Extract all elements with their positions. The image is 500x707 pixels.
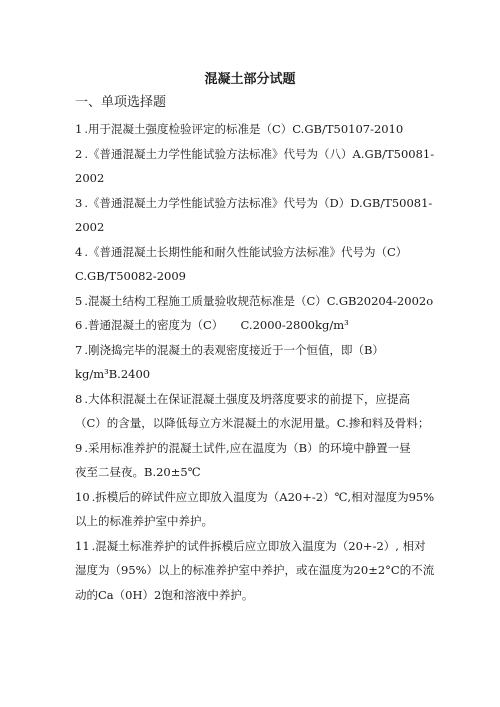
question-text: .用于混凝土强度检验评定的标准是（C）C.GB/T50107-2010	[84, 122, 404, 136]
question-text: .混凝土标准养护的试件拆模后应立即放入温度为（20+-2）, 相对	[91, 538, 426, 553]
question-number: 5	[75, 293, 83, 308]
question-text-continuation: 2002	[75, 220, 105, 234]
question-number: 6	[75, 318, 83, 332]
question-number: 2	[75, 146, 83, 161]
question-item	[75, 387, 440, 436]
question-text: .《普通混凝土力学性能试验方法标准》代号为（八）A.GB/T50081-	[84, 146, 435, 161]
question-number: 11	[75, 538, 90, 553]
page-title: 混凝土部分试题	[204, 72, 296, 87]
question-text-continuation: 湿度为（95%）以上的标准养护室中养护，或在温度为20±2°C的不流	[75, 563, 435, 577]
question-item	[75, 240, 440, 289]
question-text: .普通混凝土的密度为（C） C.2000-2800kg/m³	[84, 318, 349, 332]
question-item	[75, 436, 440, 485]
question-item	[75, 485, 440, 534]
question-text: .采用标准养护的混凝土试件,应在温度为（B）的环境中静置一昼	[84, 440, 411, 455]
question-text-continuation: C.GB/T50082-2009	[75, 269, 186, 283]
question-item	[75, 289, 440, 314]
question-item	[75, 191, 440, 240]
question-text: .大体积混凝土在保证混凝土强度及坍落度要求的前提下，应提高	[84, 391, 410, 406]
section-heading: 一、单项选择题	[75, 95, 167, 110]
question-item	[75, 338, 440, 387]
question-text-continuation: （C）的含量，以降低每立方米混凝土的水泥用量。C.掺和料及骨料；	[75, 416, 430, 430]
question-number: 9	[75, 440, 83, 455]
question-text: .《普通混凝土长期性能和耐久性能试验方法标准》代号为（C）	[84, 244, 408, 259]
question-text: .拆模后的碎试件应立即放入温度为（A20+-2）℃,相对湿度为95%	[91, 489, 435, 504]
question-number: 7	[75, 342, 83, 357]
question-text-continuation: 夜至二昼夜。B.20±5℃	[75, 465, 201, 479]
question-list	[75, 117, 440, 607]
question-text-continuation: kg/m³B.2400	[75, 367, 151, 381]
question-text-continuation: 以上的标准养护室中养护。	[75, 514, 213, 528]
question-text-continuation: 2002	[75, 171, 105, 185]
question-item	[75, 534, 440, 608]
question-number: 3	[75, 195, 83, 210]
question-item	[75, 117, 440, 142]
question-number: 4	[75, 244, 83, 259]
question-number: 8	[75, 391, 83, 406]
question-text: .混凝土结构工程施工质量验收规范标准是（C）C.GB20204-2002o	[84, 293, 434, 308]
question-text: .刚浇捣完毕的混凝土的表观密度接近于一个恒值，即（B）	[84, 342, 384, 357]
question-number: 1	[75, 122, 83, 136]
question-item	[75, 142, 440, 191]
question-item	[75, 313, 440, 338]
question-text-continuation: 动的Ca（0H）2饱和溶液中养护。	[75, 587, 254, 602]
question-text: .《普通混凝土力学性能试验方法标准》代号为（D）D.GB/T50081-	[84, 195, 433, 210]
question-number: 10	[75, 489, 90, 504]
